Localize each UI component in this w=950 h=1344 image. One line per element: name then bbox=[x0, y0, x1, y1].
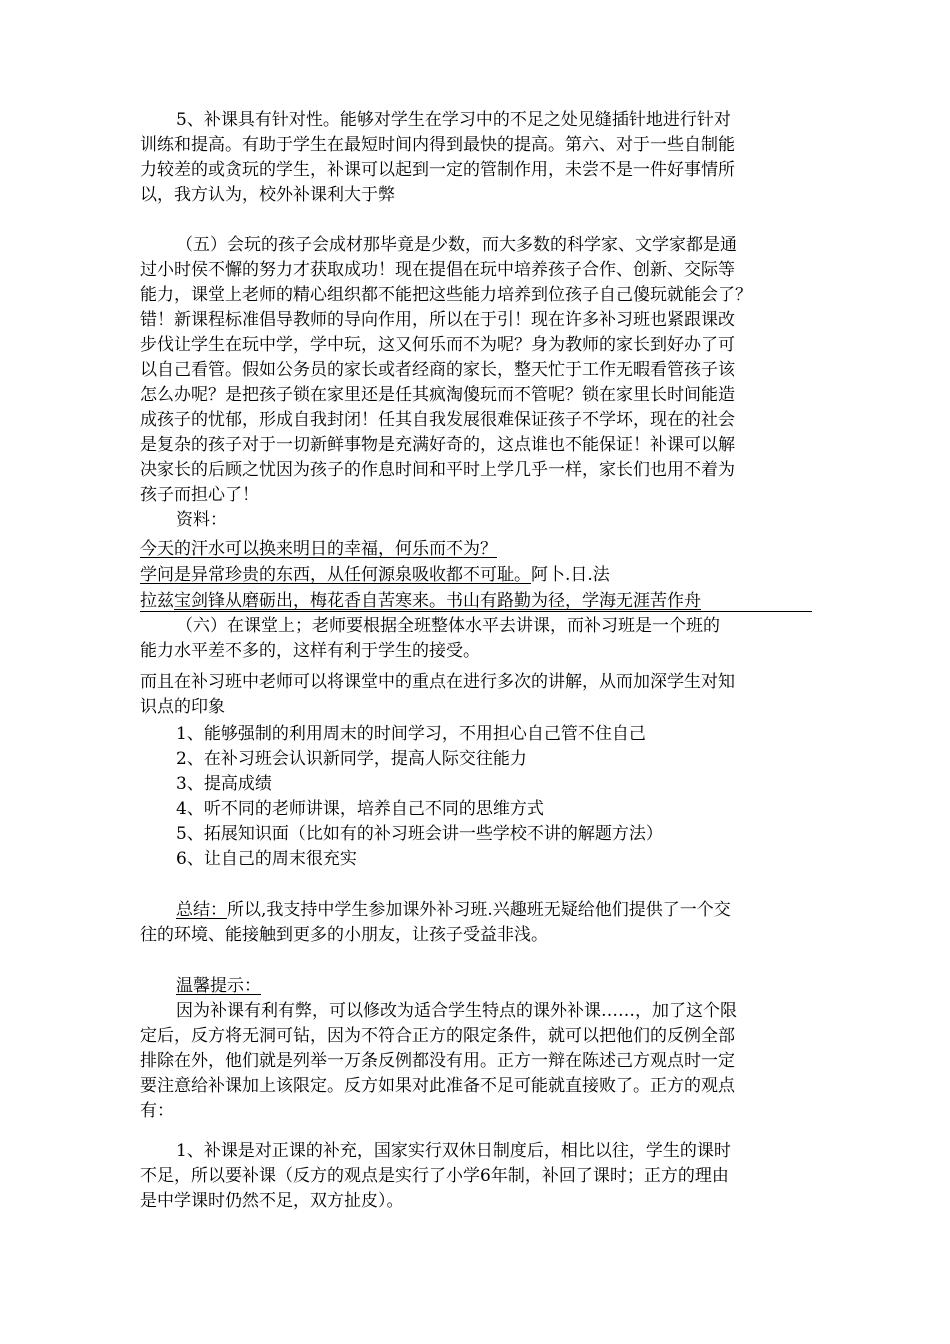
para3-line: 识点的印象 bbox=[140, 697, 225, 717]
tip-label-line bbox=[176, 974, 261, 998]
para4-line: 是中学课时仍然不足，双方扯皮）。 bbox=[140, 1191, 404, 1211]
para3-line: 能力水平差不多的，这样有利于学生的接受。 bbox=[140, 641, 480, 661]
tip-line: 定后，反方将无洞可钻，因为不符合正方的限定条件，就可以把他们的反例全部 bbox=[140, 1026, 735, 1046]
list-item: 6、让自己的周末很充实 bbox=[176, 849, 357, 869]
summary-label: 总结： bbox=[176, 900, 227, 920]
para1-line: 5、补课具有针对性。能够对学生在学习中的不足之处见缝插针地进行针对 bbox=[176, 110, 731, 130]
para3-line: 而且在补习班中老师可以将课堂中的重点在进行多次的讲解，从而加深学生对知 bbox=[140, 672, 735, 692]
quote-line bbox=[140, 589, 701, 613]
quote-3-author-suffix: 拉兹 bbox=[140, 591, 174, 611]
para2-line: （五）会玩的孩子会成材那毕竟是少数，而大多数的科学家、文学家都是通 bbox=[176, 235, 737, 255]
list-item: 4、听不同的老师讲课，培养自己不同的思维方式 bbox=[176, 799, 544, 819]
divider-line bbox=[140, 611, 812, 612]
quote-3: 宝剑锋从磨砺出，梅花香自苦寒来。书山有路勤为径，学海无涯苦作舟 bbox=[174, 591, 701, 611]
tip-line: 因为补课有利有弊，可以修改为适合学生特点的课外补课……，加了这个限 bbox=[176, 1001, 737, 1021]
para2-line: 步伐让学生在玩中学，学中玩，这又何乐而不为呢？身为教师的家长到好办了可 bbox=[140, 335, 735, 355]
tip-line: 排除在外，他们就是列举一万条反例都没有用。正方一辩在陈述己方观点时一定 bbox=[140, 1051, 735, 1071]
quote-line bbox=[140, 563, 610, 587]
para4-line: 不足，所以要补课（反方的观点是实行了小学6年制，补回了课时；正方的理由 bbox=[140, 1166, 729, 1186]
reference-label: 资料： bbox=[176, 510, 227, 530]
para1-line: 训练和提高。有助于学生在最短时间内得到最快的提高。第六、对于一些自制能 bbox=[140, 135, 735, 155]
para1-line: 以，我方认为，校外补课利大于弊 bbox=[140, 185, 395, 205]
para1-line: 力较差的或贪玩的学生，补课可以起到一定的管制作用，未尝不是一件好事情所 bbox=[140, 160, 735, 180]
para3-line: （六）在课堂上；老师要根据全班整体水平去讲课，而补习班是一个班的 bbox=[176, 616, 720, 636]
list-item: 1、能够强制的利用周末的时间学习，不用担心自己管不住自己 bbox=[176, 724, 646, 744]
summary-text: 所以,我支持中学生参加课外补习班.兴趣班无疑给他们提供了一个交 bbox=[227, 900, 731, 920]
list-item: 5、拓展知识面（比如有的补习班会讲一些学校不讲的解题方法） bbox=[176, 824, 663, 844]
para2-line: 是复杂的孩子对于一切新鲜事物是充满好奇的，这点谁也不能保证！补课可以解 bbox=[140, 435, 735, 455]
para2-line: 能力，课堂上老师的精心组织都不能把这些能力培养到位孩子自己傻玩就能会了？ bbox=[140, 285, 752, 305]
para2-line: 孩子而担心了！ bbox=[140, 485, 259, 505]
para2-line: 决家长的后顾之忧因为孩子的作息时间和平时上学几乎一样，家长们也用不着为 bbox=[140, 460, 735, 480]
quote-2: 学问是异常珍贵的东西，从任何源泉吸收都不可耻。 bbox=[140, 565, 531, 585]
para4-line: 1、补课是对正课的补充，国家实行双休日制度后，相比以往，学生的课时 bbox=[176, 1141, 731, 1161]
quote-2-author: 阿卜.日.法 bbox=[531, 565, 610, 585]
para2-line: 成孩子的忧郁，形成自我封闭！任其自我发展很难保证孩子不学坏，现在的社会 bbox=[140, 410, 735, 430]
para2-line: 错！新课程标准倡导教师的导向作用，所以在于引！现在许多补习班也紧跟课改 bbox=[140, 310, 735, 330]
list-item: 3、提高成绩 bbox=[176, 774, 272, 794]
tip-label: 温馨提示： bbox=[176, 976, 261, 996]
para2-line: 以自己看管。假如公务员的家长或者经商的家长，整天忙于工作无暇看管孩子该 bbox=[140, 360, 735, 380]
para2-line: 过小时侯不懈的努力才获取成功！现在提倡在玩中培养孩子合作、创新、交际等 bbox=[140, 260, 735, 280]
tip-line: 要注意给补课加上该限定。反方如果对此准备不足可能就直接败了。正方的观点 bbox=[140, 1076, 735, 1096]
quote-line bbox=[140, 537, 497, 561]
summary-line: 往的环境、能接触到更多的小朋友，让孩子受益非浅。 bbox=[140, 925, 548, 945]
list-item: 2、在补习班会认识新同学，提高人际交往能力 bbox=[176, 749, 527, 769]
summary-line bbox=[176, 898, 731, 922]
quote-1: 今天的汗水可以换来明日的幸福，何乐而不为？ bbox=[140, 539, 497, 559]
tip-line: 有： bbox=[140, 1101, 174, 1121]
para2-line: 怎么办呢？是把孩子锁在家里还是任其疯淘傻玩而不管呢？锁在家里长时间能造 bbox=[140, 385, 735, 405]
